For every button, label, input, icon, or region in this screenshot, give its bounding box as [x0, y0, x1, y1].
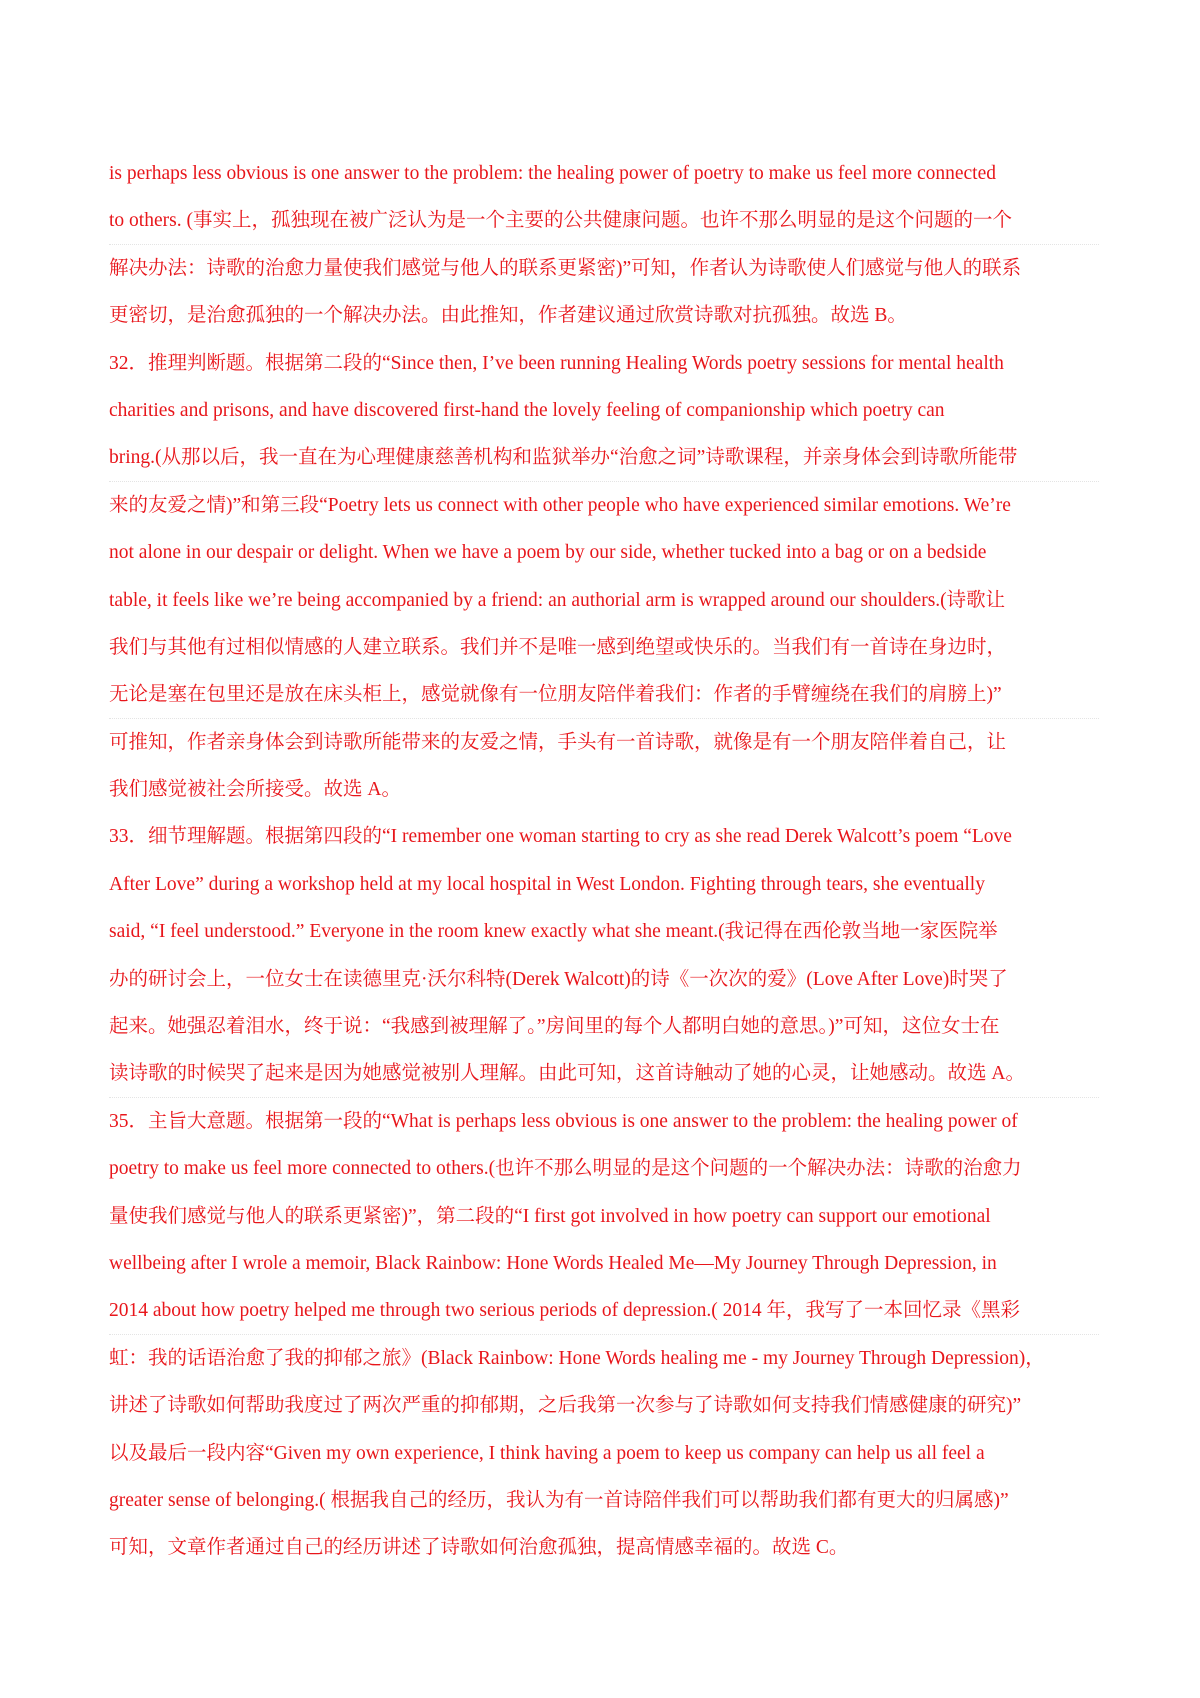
- text-line: 我们感觉被社会所接受。故选 A。: [109, 779, 401, 801]
- text-line: 读诗歌的时候哭了起来是因为她感觉被别人理解。由此可知，这首诗触动了她的心灵，让她感动。故选 A。: [109, 1050, 1099, 1097]
- text-line: 可推知，作者亲身体会到诗歌所能带来的友爱之情，手头有一首诗歌，就像是有一个朋友陪伴着自己，让: [109, 731, 1007, 753]
- text-line: said, “I feel understood.” Everyone in the room knew exactly what she meant.(我记得在西伦敦当地一家医院举: [109, 921, 998, 943]
- text-line: 可知，文章作者通过自己的经历讲述了诗歌如何治愈孤独，提高情感幸福的。故选 C。: [109, 1537, 849, 1559]
- text-line: 虹：我的话语治愈了我的抑郁之旅》(Black Rainbow: Hone Words healing me - my Journey Through Depression)，: [109, 1347, 1045, 1369]
- text-line: not alone in our despair or delight. When we have a poem by our side, whether tucked into a bag or on a bedside: [109, 542, 987, 564]
- text-line: 2014 about how poetry helped me through two serious periods of depression.( 2014 年，我写了一本回忆录《黑彩: [109, 1287, 1099, 1334]
- text-line: 无论是塞在包里还是放在床头柜上，感觉就像有一位朋友陪伴着我们：作者的手臂缠绕在我们的肩膀上)”: [109, 671, 1099, 718]
- text-line: 解决办法：诗歌的治愈力量使我们感觉与他人的联系更紧密)”可知，作者认为诗歌使人们感觉与他人的联系: [109, 257, 1022, 279]
- text-line: to others. (事实上，孤独现在被广泛认为是一个主要的公共健康问题。也许不那么明显的是这个问题的一个: [109, 197, 1099, 244]
- text-line: 办的研讨会上，一位女士在读德里克·沃尔科特(Derek Walcott)的诗《一次次的爱》(Love After Love)时哭了: [109, 968, 1008, 990]
- text-line: 我们与其他有过相似情感的人建立联系。我们并不是唯一感到绝望或快乐的。当我们有一首诗在身边时，: [109, 636, 1007, 658]
- text-line: charities and prisons, and have discovered first-hand the lovely feeling of companionship which poetry can: [109, 399, 945, 421]
- text-line: wellbeing after I wrole a memoir, Black Rainbow: Hone Words Healed Me—My Journey Through Depression, in: [109, 1252, 997, 1274]
- text-line: is perhaps less obvious is one answer to the problem: the healing power of poetry to make us feel more connected: [109, 163, 997, 184]
- text-line: 35．主旨大意题。根据第一段的“What is perhaps less obvious is one answer to the problem: the healing power of: [109, 1110, 1018, 1132]
- text-line: 起来。她强忍着泪水，终于说：“我感到被理解了。”房间里的每个人都明白她的意思。)”可知，这位女士在: [109, 1016, 1000, 1038]
- text-line: table, it feels like we’re being accompanied by a friend: an authorial arm is wrapped around our shoulders.(诗歌让: [109, 589, 1006, 611]
- text-line: 以及最后一段内容“Given my own experience, I think having a poem to keep us company can help us all feel a: [109, 1442, 985, 1464]
- text-line: 33．细节理解题。根据第四段的“I remember one woman starting to cry as she read Derek Walcott’s poem “Love: [109, 826, 1012, 848]
- text-line: 32．推理判断题。根据第二段的“Since then, I’ve been running Healing Words poetry sessions for mental health: [109, 352, 1004, 374]
- answer-explanation-text: [109, 150, 1099, 1572]
- text-line: poetry to make us feel more connected to others.(也许不那么明显的是这个问题的一个解决办法：诗歌的治愈力: [109, 1158, 1022, 1180]
- text-line: greater sense of belonging.( 根据我自己的经历，我认为有一首诗陪伴我们可以帮助我们都有更大的归属感)”: [109, 1489, 1009, 1511]
- text-line: bring.(从那以后，我一直在为心理健康慈善机构和监狱举办“治愈之词”诗歌课程，并亲身体会到诗歌所能带: [109, 434, 1099, 481]
- text-line: After Love” during a workshop held at my local hospital in West London. Fighting through tears, she eventually: [109, 873, 985, 895]
- text-line: 来的友爱之情)”和第三段“Poetry lets us connect with other people who have experienced similar emotions. We’re: [109, 494, 1011, 516]
- text-line: 量使我们感觉与他人的联系更紧密)”，第二段的“I first got involved in how poetry can support our emotional: [109, 1205, 991, 1227]
- text-line: 讲述了诗歌如何帮助我度过了两次严重的抑郁期，之后我第一次参与了诗歌如何支持我们情感健康的研究)”: [109, 1395, 1022, 1417]
- text-line: 更密切，是治愈孤独的一个解决办法。由此推知，作者建议通过欣赏诗歌对抗孤独。故选 B。: [109, 305, 907, 327]
